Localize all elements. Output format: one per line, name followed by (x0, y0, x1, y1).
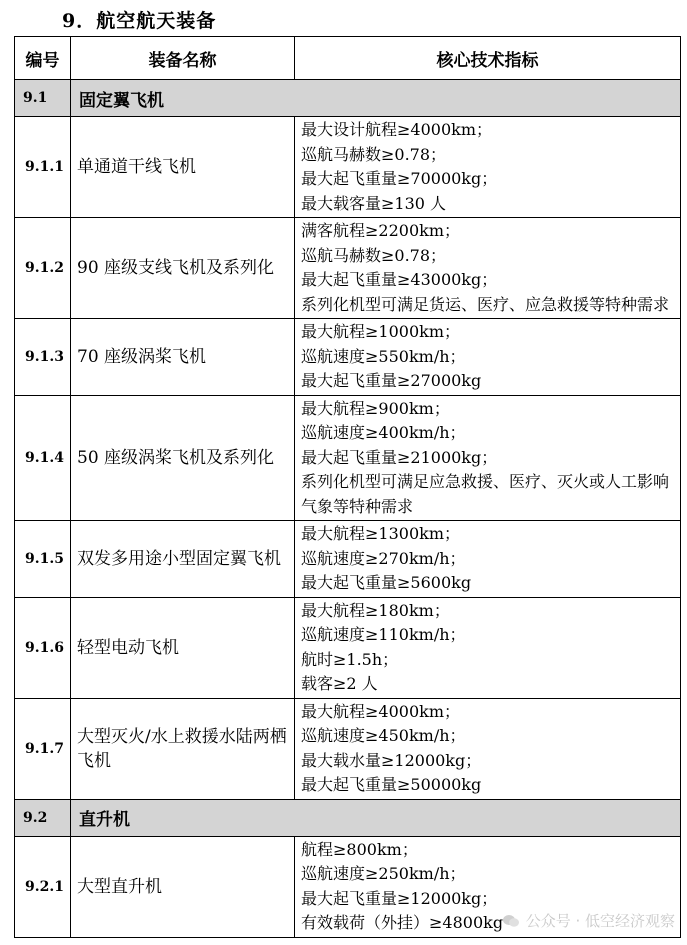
section-id: 9.2 (15, 799, 71, 836)
item-id: 9.1.5 (15, 521, 71, 598)
item-name: 90 座级支线飞机及系列化 (71, 218, 295, 319)
spec-line: 满客航程≥2200km； (301, 221, 460, 240)
item-name: 单通道干线飞机 (71, 117, 295, 218)
spec-line: 系列化机型可满足应急救援、医疗、灭火或人工影响气象等特种需求 (301, 472, 670, 516)
spec-line: 巡航速度≥400km/h； (301, 423, 466, 442)
item-specs (295, 597, 681, 698)
watermark (502, 910, 675, 931)
item-name: 50 座级涡桨飞机及系列化 (71, 395, 295, 521)
spec-line: 载客≥2 人 (301, 674, 378, 693)
spec-line: 有效载荷（外挂）≥4800kg (301, 913, 504, 932)
spec-line: 巡航速度≥550km/h； (301, 346, 466, 366)
item-name: 大型直升机 (71, 836, 295, 937)
section-name: 固定翼飞机 (71, 80, 681, 117)
header-name: 装备名称 (71, 37, 295, 80)
spec-line: 最大起飞重量≥5600kg (301, 573, 472, 592)
item-id: 9.2.1 (15, 836, 71, 937)
table-body (15, 80, 681, 938)
spec-line: 巡航马赫数≥0.78； (301, 245, 447, 265)
spec-line: 最大起飞重量≥12000kg； (301, 888, 498, 908)
spec-line: 最大航程≥900km； (301, 398, 450, 418)
spec-line: 航时≥1.5h； (301, 649, 399, 669)
item-id: 9.1.3 (15, 319, 71, 396)
item-name: 轻型电动飞机 (71, 597, 295, 698)
header-id: 编号 (15, 37, 71, 80)
item-specs (295, 218, 681, 319)
item-id: 9.1.2 (15, 218, 71, 319)
spec-line: 巡航速度≥250km/h； (301, 864, 466, 883)
spec-line: 巡航速度≥450km/h； (301, 726, 466, 745)
item-specs (295, 117, 681, 218)
spec-line: 最大航程≥1000km； (301, 322, 460, 341)
spec-line: 最大载客量≥130 人 (301, 193, 447, 213)
item-specs (295, 319, 681, 396)
table-row (15, 218, 681, 319)
item-specs (295, 521, 681, 598)
spec-line: 最大起飞重量≥21000kg； (301, 447, 498, 467)
table-row (15, 395, 681, 521)
section-id: 9.1 (15, 80, 71, 117)
spec-line: 巡航速度≥270km/h； (301, 548, 466, 568)
header-specs: 核心技术指标 (295, 37, 681, 80)
section-row (15, 80, 681, 117)
spec-line: 最大载水量≥12000kg； (301, 750, 482, 770)
spec-line: 最大起飞重量≥50000kg (301, 775, 482, 794)
item-name: 大型灭火/水上救援水陆两栖飞机 (71, 698, 295, 799)
equipment-table (14, 36, 681, 938)
item-id: 9.1.4 (15, 395, 71, 521)
spec-line: 巡航速度≥110km/h； (301, 625, 466, 644)
item-id: 9.1.6 (15, 597, 71, 698)
item-name: 70 座级涡桨飞机 (71, 319, 295, 396)
table-row (15, 521, 681, 598)
item-specs (295, 698, 681, 799)
section-name: 直升机 (71, 799, 681, 836)
wechat-icon (502, 914, 520, 928)
table-header-row (15, 37, 681, 80)
spec-line: 最大航程≥1300km； (301, 524, 460, 543)
spec-line: 最大航程≥180km； (301, 600, 450, 620)
spec-line: 系列化机型可满足货运、医疗、应急救援等特种需求 (301, 294, 670, 314)
table-row (15, 698, 681, 799)
watermark-text: 公众号 · 低空经济观察 (525, 912, 675, 930)
item-specs (295, 395, 681, 521)
spec-line: 最大起飞重量≥43000kg； (301, 270, 498, 289)
table-row (15, 597, 681, 698)
item-id: 9.1.1 (15, 117, 71, 218)
item-name: 双发多用途小型固定翼飞机 (71, 521, 295, 598)
spec-line: 最大设计航程≥4000km； (301, 120, 492, 139)
spec-line: 最大起飞重量≥27000kg (301, 371, 482, 390)
section-row (15, 799, 681, 836)
item-id: 9.1.7 (15, 698, 71, 799)
section-title: 9．航空航天装备 (62, 10, 217, 32)
spec-line: 巡航马赫数≥0.78； (301, 144, 447, 164)
spec-line: 最大航程≥4000km； (301, 701, 460, 721)
table-row (15, 117, 681, 218)
table-row (15, 319, 681, 396)
spec-line: 航程≥800km； (301, 839, 418, 859)
spec-line: 最大起飞重量≥70000kg； (301, 169, 498, 188)
